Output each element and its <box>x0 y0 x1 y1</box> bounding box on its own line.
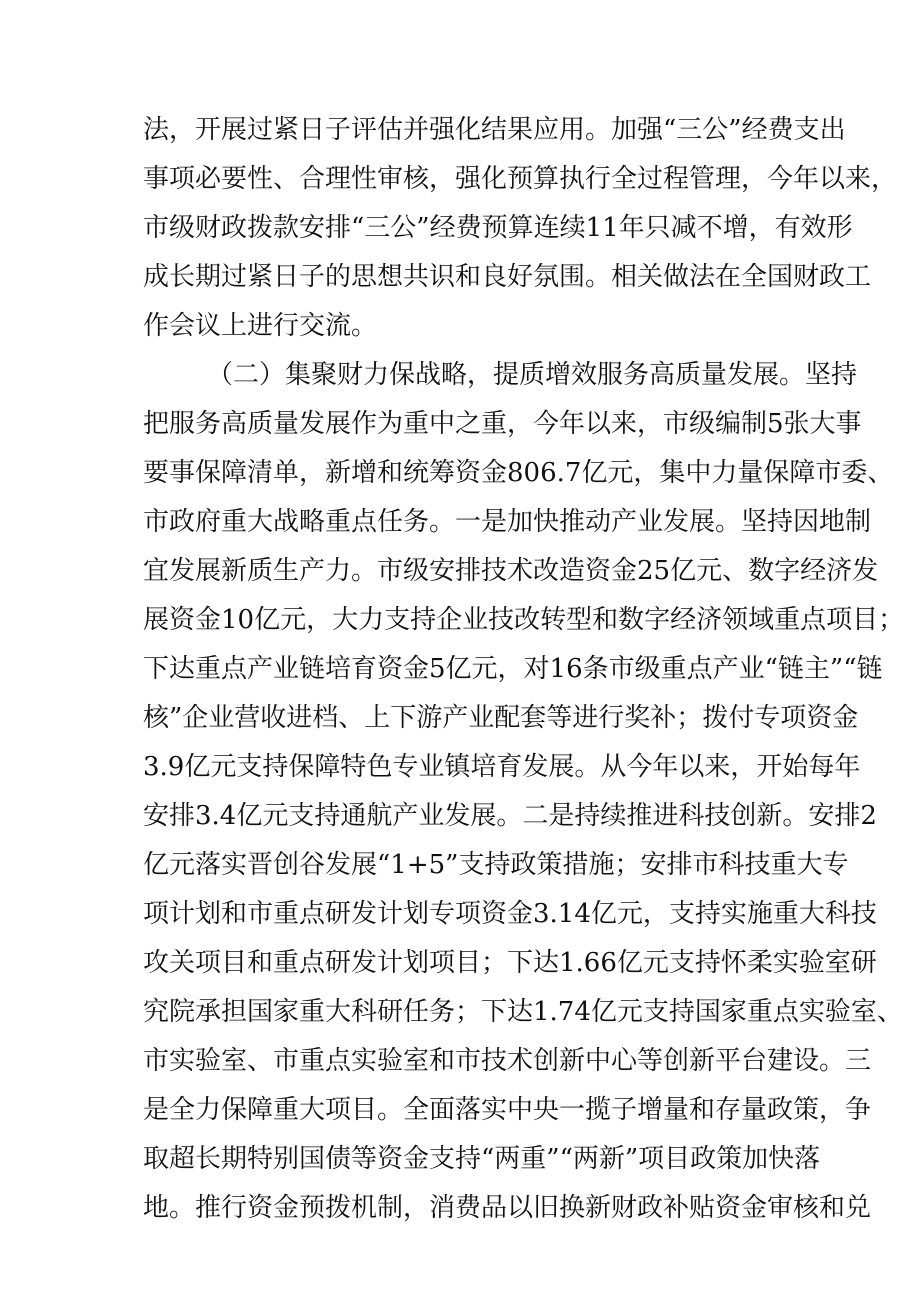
text-line: 3.9亿元支持保障特色专业镇培育发展。从今年以来，开始每年 <box>143 752 861 782</box>
text-line: 事项必要性、合理性审核，强化预算执行全过程管理，今年以来， <box>143 164 898 194</box>
text-line: 法，开展过紧日子评估并强化结果应用。加强“三公”经费支出 <box>143 115 846 145</box>
text-line: 宜发展新质生产力。市级安排技术改造资金25亿元、数字经济发 <box>143 556 879 586</box>
text-line: 取超长期特别国债等资金支持“两重”“两新”项目政策加快落 <box>143 1144 821 1174</box>
text-line: 市实验室、市重点实验室和市技术创新中心等创新平台建设。三 <box>143 1046 872 1076</box>
text-line: 市政府重大战略重点任务。一是加快推动产业发展。坚持因地制 <box>143 507 872 537</box>
text-line: 究院承担国家重大科研任务；下达1.74亿元支持国家重点实验室、 <box>143 997 903 1027</box>
text-line: 展资金10亿元，大力支持企业技改转型和数字经济领域重点项目； <box>143 605 905 635</box>
text-line: 要事保障清单，新增和统筹资金806.7亿元，集中力量保障市委、 <box>143 458 894 488</box>
text-line: 地。推行资金预拨机制，消费品以旧换新财政补贴资金审核和兑 <box>143 1193 872 1223</box>
text-line: 作会议上进行交流。 <box>143 311 378 341</box>
text-line: 亿元落实晋创谷发展“1+5”支持政策措施；安排市科技重大专 <box>143 850 849 880</box>
text-line: 市级财政拨款安排“三公”经费预算连续11年只减不增，有效形 <box>143 213 853 243</box>
text-line: 安排3.4亿元支持通航产业发展。二是持续推进科技创新。安排2 <box>143 801 877 831</box>
text-line: 把服务高质量发展作为重中之重，今年以来，市级编制5张大事 <box>143 409 862 439</box>
text-line: （二）集聚财力保战略，提质增效服务高质量发展。坚持 <box>207 360 858 390</box>
text-line: 项计划和市重点研发计划专项资金3.14亿元，支持实施重大科技 <box>143 899 877 929</box>
text-line: 攻关项目和重点研发计划项目；下达1.66亿元支持怀柔实验室研 <box>143 948 877 978</box>
text-line: 下达重点产业链培育资金5亿元，对16条市级重点产业“链主”“链 <box>143 654 883 684</box>
text-line: 核”企业营收进档、上下游产业配套等进行奖补；拨付专项资金 <box>143 703 859 733</box>
text-line: 是全力保障重大项目。全面落实中央一揽子增量和存量政策，争 <box>143 1095 872 1125</box>
text-line: 成长期过紧日子的思想共识和良好氛围。相关做法在全国财政工 <box>143 262 872 292</box>
